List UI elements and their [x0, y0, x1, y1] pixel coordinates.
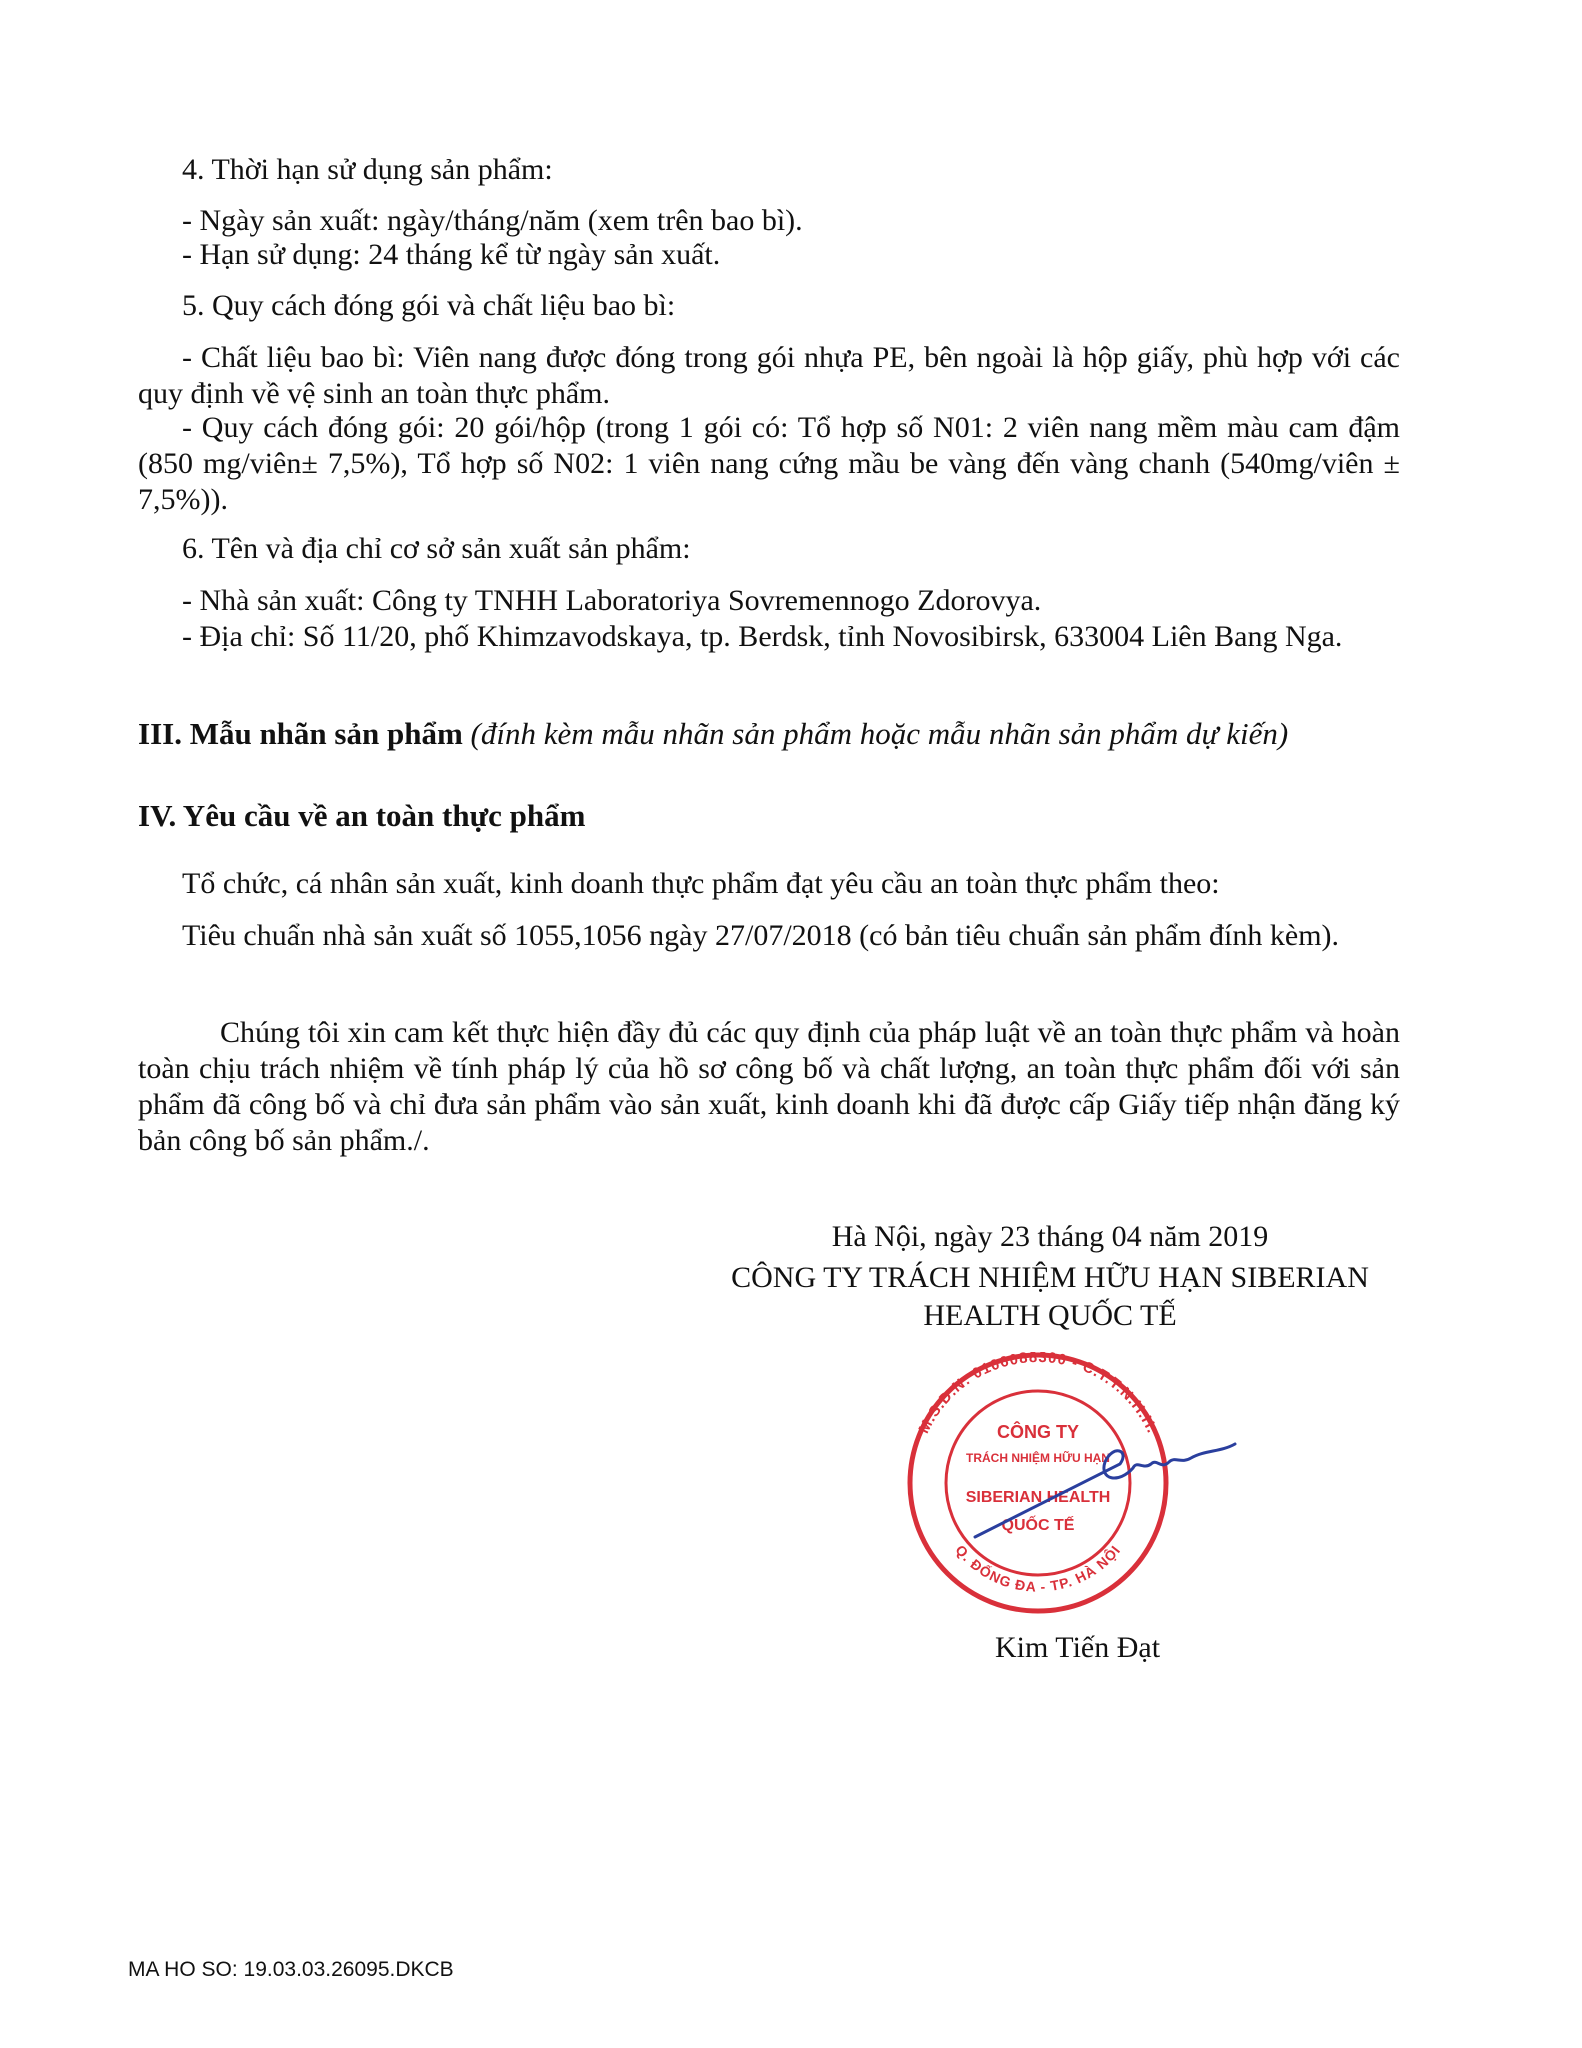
address-paragraph: - Địa chỉ: Số 11/20, phố Khimzavodskaya, tp. Berdsk, tỉnh Novosibirsk, 633004 Liên Bang Nga.	[182, 620, 1343, 653]
seal-line-4: QUỐC TẾ	[1001, 1517, 1075, 1534]
section-6-title: 6. Tên và địa chỉ cơ sở sản xuất sản phẩm:	[182, 532, 691, 565]
packing-spec-paragraph: - Quy cách đóng gói: 20 gói/hộp (trong 1 gói có: Tổ hợp số N01: 2 viên nang mềm màu cam đậm (850 mg/viên± 7,5%), Tổ hợp số N02: 1 viên nang cứng mầu be vàng đến vàng chanh (540mg/viên ± 7,5%)).	[138, 411, 1400, 516]
seal-line-3: SIBERIAN HEALTH	[965, 1489, 1111, 1506]
expiry-line: - Hạn sử dụng: 24 tháng kể từ ngày sản xuất.	[182, 238, 721, 271]
seal-line-2: TRÁCH NHIỆM HỮU HẠN	[966, 1451, 1110, 1465]
section-iii-note: (đính kèm mẫu nhãn sản phẩm hoặc mẫu nhãn sản phẩm dự kiến)	[470, 716, 1289, 751]
packaging-material-paragraph: - Chất liệu bao bì: Viên nang được đóng trong gói nhựa PE, bên ngoài là hộp giấy, phù hợp với các quy định về vệ sinh an toàn thực phẩm.	[138, 341, 1400, 410]
seal-ring-text: M.S.D.N: 0106088300 - C.T.T.N.H.H.	[915, 1352, 1161, 1437]
section-iii-heading	[138, 715, 1288, 753]
signer-name: Kim Tiến Đạt	[995, 1631, 1161, 1664]
seal-bottom-text: Q. ĐỐNG ĐA - TP. HÀ NỘI	[952, 1541, 1124, 1595]
section-iv-title: IV. Yêu cầu về an toàn thực phẩm	[138, 798, 586, 833]
company-seal-and-signature	[905, 1352, 1345, 1614]
section-4-title: 4. Thời hạn sử dụng sản phẩm:	[182, 153, 553, 186]
section-5-title: 5. Quy cách đóng gói và chất liệu bao bì:	[182, 289, 676, 322]
place-date: Hà Nội, ngày 23 tháng 04 năm 2019	[831, 1220, 1269, 1253]
svg-text:Q. ĐỐNG ĐA - TP. HÀ NỘI	[952, 1542, 1123, 1595]
record-code: MA HO SO: 19.03.03.26095.DKCB	[128, 1958, 454, 1981]
section-iii-title: III. Mẫu nhãn sản phẩm	[138, 716, 463, 751]
company-name-line1: CÔNG TY TRÁCH NHIỆM HỮU HẠN SIBERIAN	[731, 1261, 1369, 1294]
seal-line-1: CÔNG TY	[996, 1422, 1080, 1442]
commitment-paragraph: Chúng tôi xin cam kết thực hiện đầy đủ các quy định của pháp luật về an toàn thực phẩm và hoàn toàn chịu trách nhiệm về tính pháp lý của hồ sơ công bố và chất lượng, an toàn thực phẩm đối với sản phẩm đã công bố và chỉ đưa sản phẩm vào sản xuất, kinh doanh khi đã được cấp Giấy tiếp nhận đăng ký bản công bố sản phẩm./.	[138, 1016, 1400, 1157]
company-seal	[905, 1352, 1345, 1614]
standard-paragraph: Tiêu chuẩn nhà sản xuất số 1055,1056 ngày 27/07/2018 (có bản tiêu chuẩn sản phẩm đính kèm).	[182, 919, 1340, 952]
manufacturer-line: - Nhà sản xuất: Công ty TNHH Laboratoriya Sovremennogo Zdorovya.	[182, 584, 1042, 617]
section-iv-heading	[138, 797, 586, 835]
company-name-line2: HEALTH QUỐC TẾ	[923, 1299, 1177, 1332]
section-iv-intro: Tổ chức, cá nhân sản xuất, kinh doanh thực phẩm đạt yêu cầu an toàn thực phẩm theo:	[182, 867, 1220, 900]
manufacture-date-line: - Ngày sản xuất: ngày/tháng/năm (xem trên bao bì).	[182, 204, 803, 237]
